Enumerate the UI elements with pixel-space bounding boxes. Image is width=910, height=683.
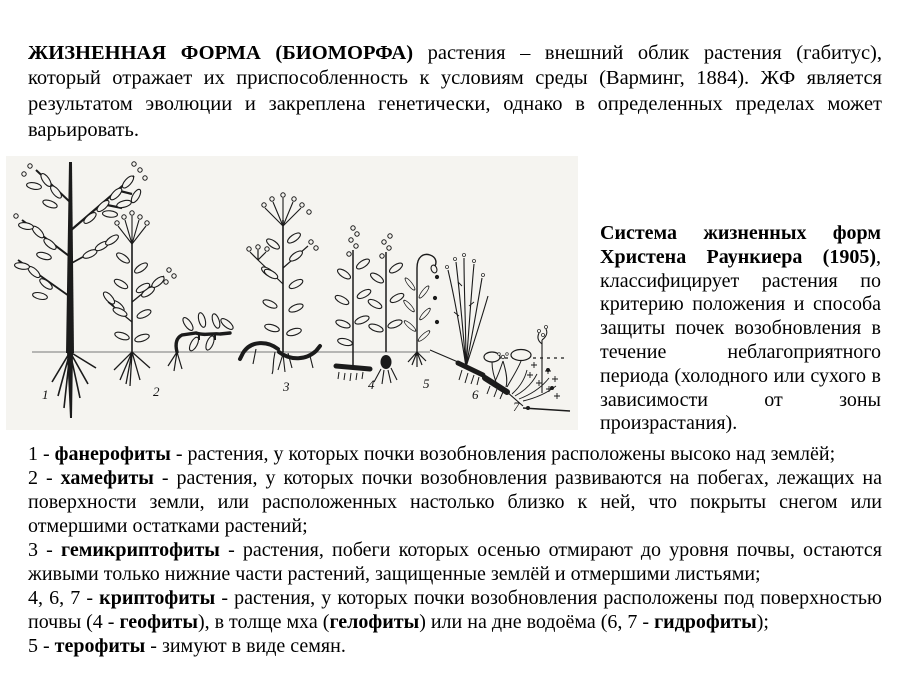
plant-3-hemicryptophyte	[240, 193, 320, 374]
seed-dot	[435, 320, 439, 324]
plant-7-hydrophytes	[484, 325, 560, 401]
definition-item-2: 2 - хамефиты - растения, у которых почки возобновления развиваются на побегах, лежащих на поверхности земли, или расположенных настолько близко к ней, что покрыты снегом или отмершими остатками растений;	[28, 467, 882, 537]
plant-6-helophyte	[445, 253, 488, 385]
life-forms-figure	[6, 156, 578, 430]
plant-2-chamaephyte	[102, 211, 235, 386]
plant-4-geophytes	[334, 226, 405, 384]
figure-label-5: 5	[423, 376, 430, 391]
seed-dot	[433, 296, 437, 300]
figure-label-6: 6	[472, 387, 479, 402]
definitions-list	[28, 442, 882, 658]
definition-item-5: 5 - терофиты - зимуют в виде семян.	[28, 635, 346, 657]
raunkiaer-system-note: Система жизненных форм Христена Раункиера (1905), классифицирует растения по критерию положения и способа защиты почек возобновления в течение неблагоприятного периода (холодного или сухого в зависимости от зоны произрастания).	[600, 222, 881, 435]
seed-dot	[435, 275, 439, 279]
figure-label-4: 4	[368, 377, 375, 392]
definition-item-4: 4, 6, 7 - криптофиты - растения, у которых почки возобновления расположены под поверхностью почвы (4 - геофиты), в толще мха (гелофиты) или на дне водоёма (6, 7 - гидрофиты);	[28, 587, 882, 633]
raunkiaer-life-forms-drawing	[6, 156, 578, 430]
figure-label-7: 7	[513, 399, 520, 414]
figure-number-labels	[42, 376, 520, 414]
definition-item-1: 1 - фанерофиты - растения, у которых почки возобновления расположены высоко над землёй;	[28, 443, 836, 465]
figure-label-2: 2	[153, 384, 160, 399]
figure-label-3: 3	[283, 379, 290, 394]
figure-label-1: 1	[42, 387, 49, 402]
definition-item-3: 3 - гемикриптофиты - растения, побеги которых осенью отмирают до уровня почвы, остаются живыми только нижние части растений, защищенные землёй и отмершими листьями;	[28, 539, 882, 585]
plant-5-therophyte	[402, 254, 439, 367]
intro-paragraph: ЖИЗНЕННАЯ ФОРМА (БИОМОРФА) растения – внешний облик растения (габитус), который отражает их приспособленность к условиям среды (Варминг, 1884). ЖФ является результатом эволюции и закреплена генетически, однако в определенных пределах может варьировать.	[28, 41, 882, 141]
